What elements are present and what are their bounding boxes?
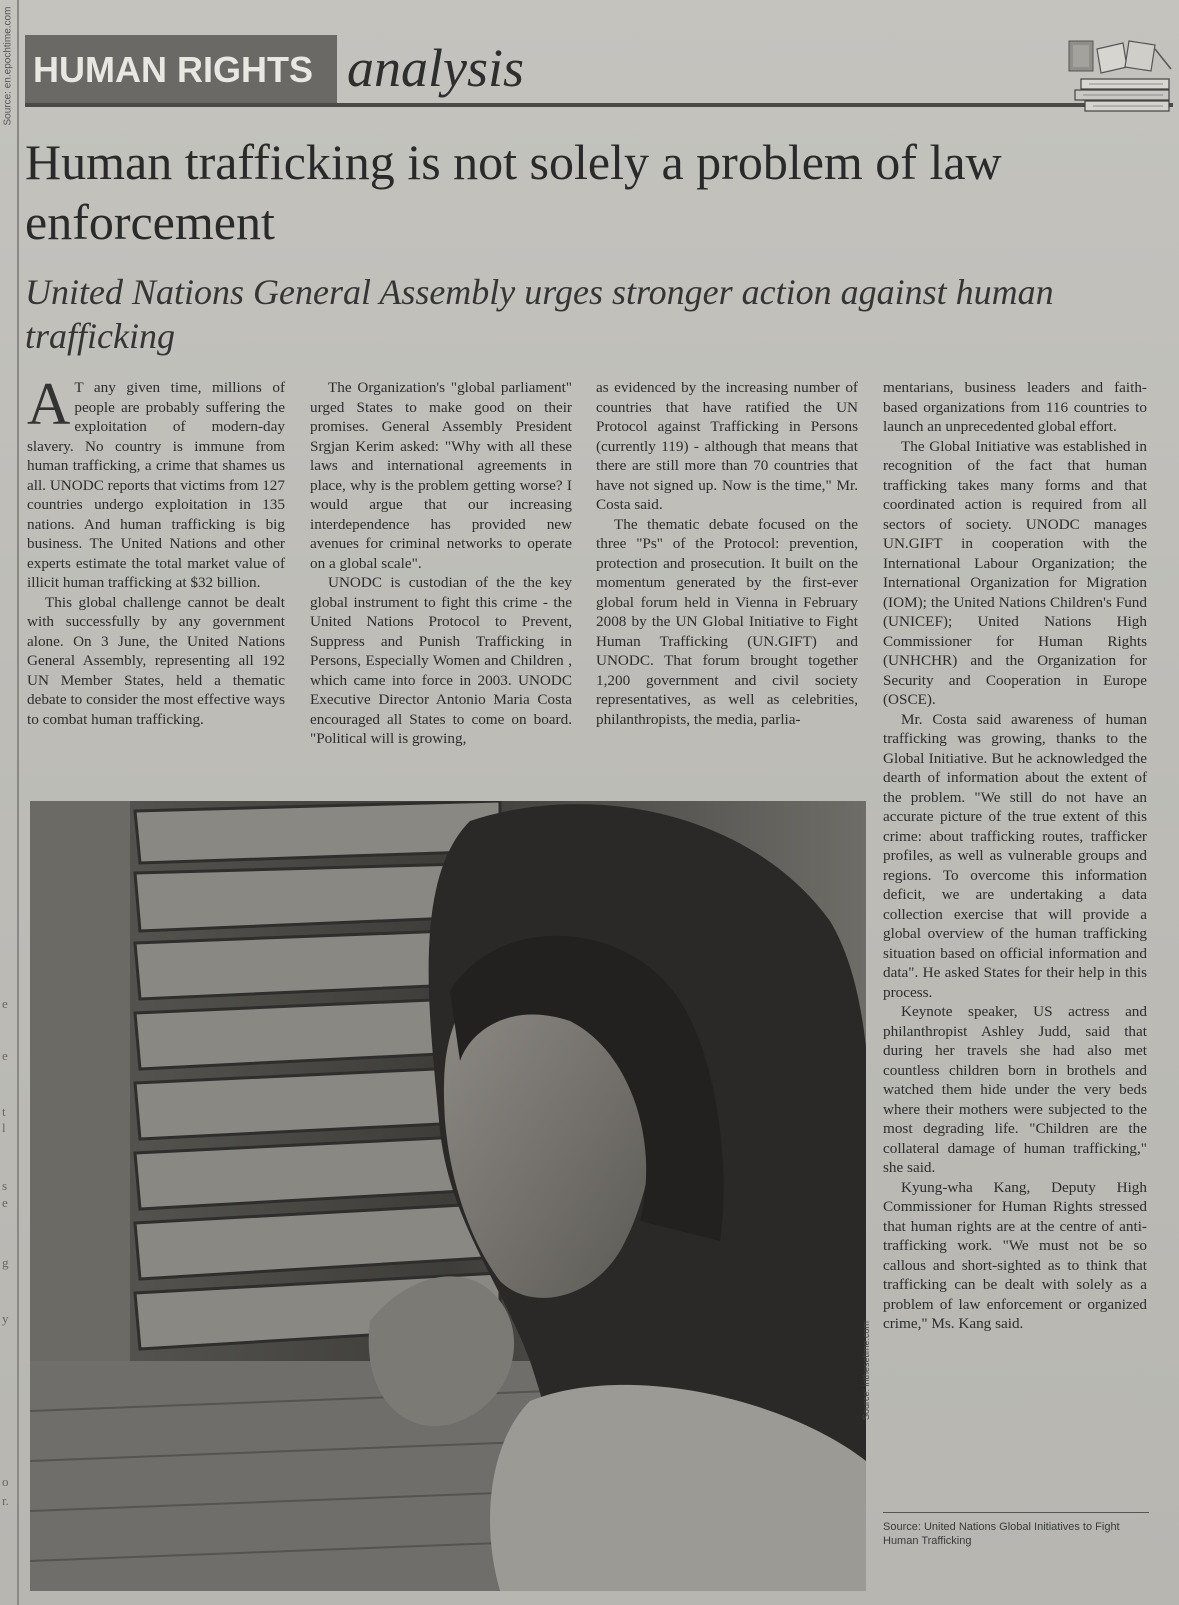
edge-character: o	[2, 1474, 9, 1489]
paragraph: UNODC is custodian of the the key global instrument to fight this crime - the United Nations Protocol to Prevent, Suppress and Punish Trafficking in Persons, Especially Women and Children , which came into force in 2003. UNODC Executive Director Antonio Maria Costa encouraged all States to come on board. "Political will is growing,	[310, 574, 572, 747]
edge-character: g	[2, 1255, 9, 1270]
paragraph-text: T any given time, millions of people are probably suffering the exploitation of modern-day slavery. No country is immune from human trafficking, a crime that shames us all. UNODC reports that victims from 127 countries undergo exploitation in 135 nations. And human trafficking is big business. The United Nations and other experts estimate the total market value of illicit human trafficking at $32 billion.	[27, 379, 285, 591]
side-source-credit: Source: en.epochtime.com	[2, 6, 14, 126]
edge-character: y	[2, 1311, 9, 1326]
headline: Human trafficking is not solely a problem of law enforcement	[25, 134, 1002, 250]
source-note: Source: United Nations Global Initiatives to Fight Human Trafficking	[883, 1521, 1120, 1547]
paragraph: Kyung-wha Kang, Deputy High Commissioner for Human Rights stressed that human rights are at the centre of anti-trafficking work. "We must not be so callous and short-sighted as to think that trafficking can be dealt with solely as a problem of law enforcement or organized crime," Ms. Kang said.	[883, 1178, 1147, 1332]
article-column-1	[27, 371, 285, 729]
paragraph: The Global Initiative was established in recognition of the fact that human trafficking takes many forms and that coordinated action is required from all sectors of society. UNODC manages UN.GIFT in cooperation with the International Labour Organization; the International Organization for Migration (IOM); the United Nations Children's Fund (UNICEF); United Nations High Commissioner for Human Rights (UNHCHR) and the Organization for Security and Cooperation in Europe (OSCE).	[883, 437, 1147, 708]
edge-character: l	[2, 1120, 6, 1135]
paragraph: as evidenced by the increasing number of countries that have ratified the UN Protocol against Trafficking in Persons (currently 119) - although that means that there are still more than 70 countries that have not signed up. Now is the time," Mr. Costa said.	[596, 379, 858, 513]
edge-character: s	[2, 1178, 8, 1193]
edge-character: r.	[2, 1493, 9, 1508]
paragraph: mentarians, business leaders and faith-based organizations from 116 countries to launch an unprecedented global effort.	[883, 379, 1147, 435]
article-column-4	[883, 378, 1147, 1334]
paragraph: The Organization's "global parliament" urged States to make good on their promises. General Assembly President Srgjan Kerim asked: "Why with all these laws and international agreements in place, why is the problem getting worse? I would argue that our increasing interdependence has provided new avenues for criminal networks to operate on a global scale".	[310, 379, 572, 572]
books-icon	[1067, 39, 1177, 119]
left-column-rule	[17, 0, 19, 1605]
paragraph: This global challenge cannot be dealt with successfully by any government alone. On 3 June, the United Nations General Assembly, representing all 192 UN Member States, held a thematic debate to consider the most effective ways to combat human trafficking.	[27, 593, 285, 728]
article-photo	[30, 801, 866, 1591]
photo-credit: Source: inthesetime.com	[861, 1320, 871, 1420]
edge-character: e	[2, 996, 8, 1011]
section-label-block	[25, 35, 337, 105]
section-header	[25, 35, 1173, 107]
girl-at-window-photo	[30, 801, 866, 1591]
paragraph: The thematic debate focused on the three "Ps" of the Protocol: prevention, protection and prosecution. It built on the momentum generated by the first-ever global forum held in Vienna in February 2008 by the UN Global Initiative to Fight Human Trafficking (UN.GIFT) and UNODC. That forum brought together 1,200 government and civil society representatives, as well as celebrities, philanthropists, the media, parlia-	[596, 515, 858, 728]
section-kicker: analysis	[347, 38, 525, 98]
header-rule	[25, 103, 1173, 107]
source-rule	[883, 1512, 1149, 1513]
section-label: HUMAN RIGHTS	[33, 49, 313, 90]
drop-cap: A	[27, 371, 71, 437]
article-column-3	[596, 378, 858, 729]
article-column-2	[310, 378, 572, 749]
paragraph: Mr. Costa said awareness of human trafficking was growing, thanks to the Global Initiative. But he acknowledged the dearth of information about the extent of the problem. "We still do not have an accurate picture of the true extent of this crime: about trafficking routes, trafficker profiles, as well as vulnerable groups and regions. To overcome this information deficit, we are undertaking a data collection exercise that will provide a global overview of the human trafficking situation based on official information and data". He asked States for their help in this process.	[883, 710, 1147, 1001]
edge-character: t	[2, 1104, 6, 1119]
subheadline: United Nations General Assembly urges stronger action against human trafficking	[25, 272, 1054, 356]
edge-character: e	[2, 1048, 8, 1063]
edge-character: e	[2, 1195, 8, 1210]
paragraph	[27, 371, 285, 593]
paragraph: Keynote speaker, US actress and philanthropist Ashley Judd, said that during her travels she had also met countless children born in brothels and watched them hide under the very beds where their mothers were subjected to the most degrading life. "Children are the collateral damage of human trafficking," she said.	[883, 1003, 1147, 1176]
